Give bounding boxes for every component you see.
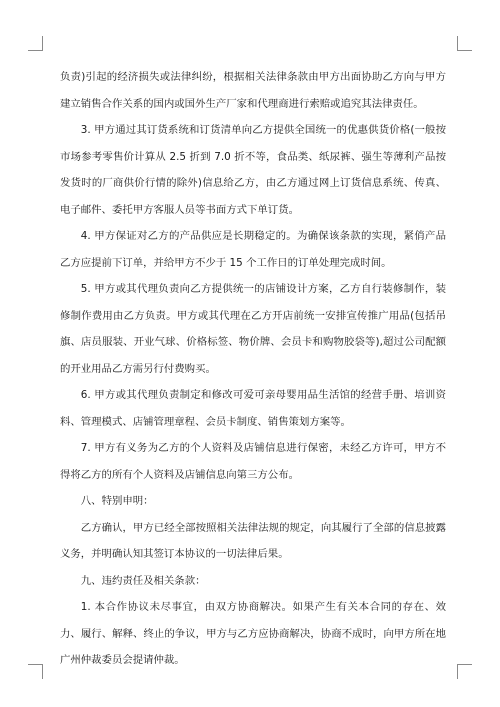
paragraph-liability-continued: 负责)引起的经济损失或法律纠纷，根据相关法律条款由甲方出面协助乙方向与甲方建立销售合作关系的国内或国外生产厂家和代理商进行索赔或追究其法律责任。 — [60, 71, 446, 110]
paragraph-clause-4: 4. 甲方保证对乙方的产品供应是长期稳定的。为确保该条款的实现，紧俏产品乙方应提前下订单，并给甲方不少于 15 个工作日的订单处理完成时间。 — [60, 230, 446, 269]
paragraph-clause-7: 7. 甲方有义务为乙方的个人资料及店铺信息进行保密，未经乙方许可，甲方不得将乙方的所有个人资料及店铺信息向第三方公布。 — [60, 442, 446, 481]
crop-mark-top-left — [28, 36, 43, 51]
crop-mark-bottom-right — [457, 664, 472, 679]
crop-mark-top-right — [457, 36, 472, 51]
document-body — [60, 64, 446, 674]
section-heading-breach-liability: 九、违约责任及相关条款： — [80, 574, 206, 587]
paragraph-special-statement: 乙方确认，甲方已经全部按照相关法律法规的规定，向其履行了全部的信息披露义务，并明确认知其签订本协议的一切法律后果。 — [60, 521, 446, 560]
crop-mark-bottom-left — [28, 664, 43, 679]
paragraph-clause-6: 6. 甲方或其代理负责制定和修改可爱可亲母婴用品生活馆的经营手册、培训资料、管理模式、店铺管理章程、会员卡制度、销售策划方案等。 — [60, 389, 446, 428]
paragraph-clause-5: 5. 甲方或其代理负责向乙方提供统一的店铺设计方案，乙方自行装修制作，装修制作费用由乙方负责。甲方或其代理在乙方开店前统一安排宣传推广用品(包括吊旗、店员服装、开业气球、价格标签、物价牌、会员卡和购物胶袋等),超过公司配额的开业用品乙方需另行付费购买。 — [60, 283, 446, 375]
paragraph-breach-clause-1: 1. 本合作协议未尽事宜，由双方协商解决。如果产生有关本合同的存在、效力、履行、解释、终止的争议，甲方与乙方应协商解决，协商不成时，向甲方所在地广州仲裁委员会提请仲裁。 — [60, 601, 446, 666]
paragraph-clause-3: 3. 甲方通过其订货系统和订货清单向乙方提供全国统一的优惠供货价格(一般按市场参考零售价计算从 2.5 折到 7.0 折不等，食品类、纸尿裤、强生等薄利产品按发货时的厂商供价行情的除外)信息给乙方，由乙方通过网上订货信息系统、传真、电子邮件、委托甲方客服人员等书面方式下单订货。 — [60, 124, 446, 216]
section-heading-special-statement: 八、特别申明： — [80, 495, 154, 507]
